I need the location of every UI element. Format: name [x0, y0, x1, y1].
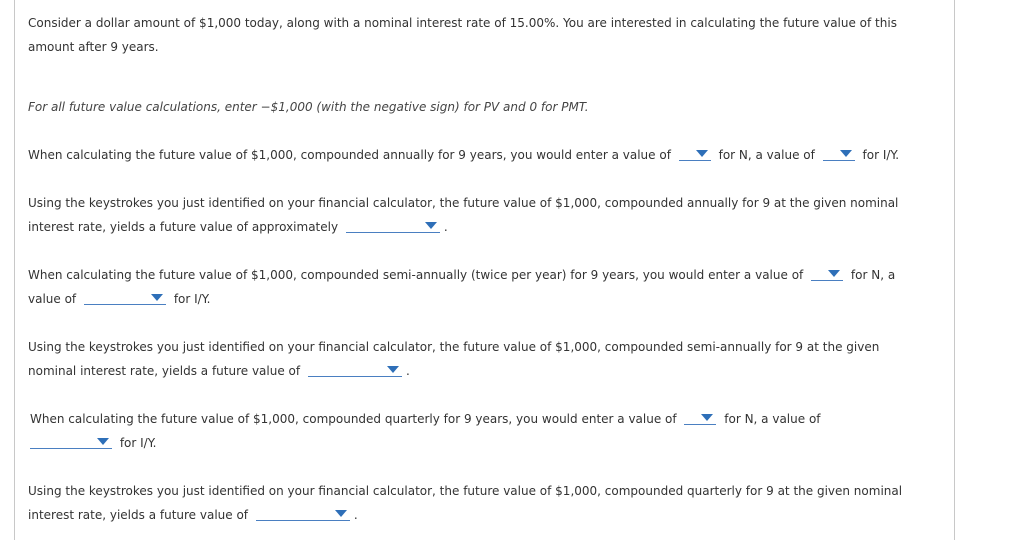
q6-line-1: Using the keystrokes you just identified on your financial calculator, the future value of $1,000, compounded quarterly for 9 at the given nominal [28, 484, 903, 498]
caret-down-icon [425, 222, 437, 229]
q5-iy-dropdown[interactable] [30, 434, 112, 449]
caret-down-icon [151, 294, 163, 301]
caret-down-icon [701, 414, 713, 421]
caret-down-icon [97, 438, 109, 445]
question-annual-fv [28, 191, 898, 239]
q3-text-a: When calculating the future value of $1,000, compounded semi-annually (twice per year) for 9 years, you would enter a value of [28, 268, 804, 282]
q5-n-dropdown[interactable] [684, 410, 716, 425]
question-semiannual-fv [28, 335, 879, 383]
q2-end: . [443, 220, 448, 234]
q4-end: . [405, 364, 410, 378]
q5-text-d: for I/Y. [119, 436, 157, 450]
question-annual-inputs [28, 143, 899, 167]
q1-text-b: for N, a value of [718, 148, 815, 162]
q6-end: . [353, 508, 358, 522]
caret-down-icon [696, 150, 708, 157]
q4-fv-dropdown[interactable] [308, 362, 402, 377]
q3-text-c: value of [28, 292, 77, 306]
q3-text-d: for I/Y. [173, 292, 211, 306]
question-semiannual-inputs [28, 263, 895, 311]
q1-n-dropdown[interactable] [679, 146, 711, 161]
q4-line-1: Using the keystrokes you just identified on your financial calculator, the future value of $1,000, compounded semi-annually for 9 at the given [28, 340, 880, 354]
q2-line-1: Using the keystrokes you just identified on your financial calculator, the future value of $1,000, compounded annually for 9 at the given nominal [28, 196, 899, 210]
instruction-note: For all future value calculations, enter −$1,000 (with the negative sign) for PV and 0 for PMT. [28, 100, 589, 114]
q3-iy-dropdown[interactable] [84, 290, 166, 305]
caret-down-icon [828, 270, 840, 277]
caret-down-icon [335, 510, 347, 517]
intro-line-2: amount after 9 years. [28, 40, 159, 54]
q1-text-a: When calculating the future value of $1,000, compounded annually for 9 years, you would enter a value of [28, 148, 671, 162]
q3-n-dropdown[interactable] [811, 266, 843, 281]
q5-text-a: When calculating the future value of $1,000, compounded quarterly for 9 years, you would enter a value of [30, 412, 677, 426]
q4-line-2: nominal interest rate, yields a future value of [28, 364, 301, 378]
q1-text-c: for I/Y. [862, 148, 900, 162]
caret-down-icon [840, 150, 852, 157]
q2-line-2: interest rate, yields a future value of approximately [28, 220, 339, 234]
q6-fv-dropdown[interactable] [256, 506, 350, 521]
caret-down-icon [387, 366, 399, 373]
q6-line-2: interest rate, yields a future value of [28, 508, 249, 522]
q5-text-b: for N, a value of [724, 412, 821, 426]
q1-iy-dropdown[interactable] [823, 146, 855, 161]
question-quarterly-inputs [30, 407, 821, 455]
question-quarterly-fv [28, 479, 902, 527]
intro-line-1: Consider a dollar amount of $1,000 today, along with a nominal interest rate of 15.00%. You are interested in calculating the future value of this [28, 16, 897, 30]
intro-text [28, 11, 897, 59]
q2-fv-dropdown[interactable] [346, 218, 440, 233]
q3-text-b: for N, a [850, 268, 896, 282]
